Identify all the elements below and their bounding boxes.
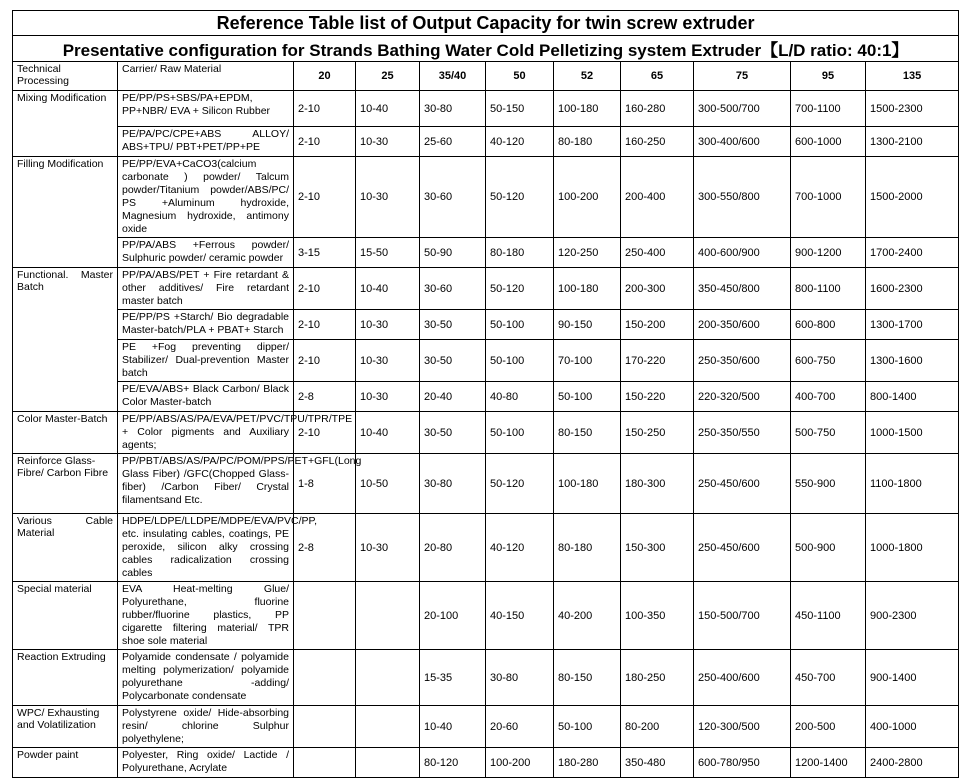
table-row [13,340,959,382]
capacity-value-cell: 10-40 [356,412,420,454]
capacity-value-cell: 50-100 [486,340,554,382]
capacity-value-cell: 400-600/900 [694,238,791,268]
raw-material-cell: PE/PA/PC/CPE+ABS ALLOY/ ABS+TPU/ PBT+PET/PP+PE [118,127,294,157]
capacity-value-cell: 10-30 [356,382,420,412]
capacity-value-cell: 50-120 [486,157,554,238]
capacity-value-cell: 15-50 [356,238,420,268]
capacity-value-cell: 2-10 [294,157,356,238]
capacity-value-cell: 200-400 [621,157,694,238]
capacity-value-cell: 250-350/550 [694,412,791,454]
header-size: 20 [294,62,356,91]
capacity-value-cell: 40-150 [486,582,554,650]
capacity-value-cell: 2-10 [294,127,356,157]
raw-material-cell: PP/PA/ABS/PET + Fire retardant & other additives/ Fire retardant master batch [118,268,294,310]
capacity-value-cell: 10-30 [356,514,420,582]
capacity-value-cell: 2-10 [294,91,356,127]
capacity-value-cell: 450-1100 [791,582,866,650]
table-row [13,706,959,748]
capacity-value-cell [294,706,356,748]
capacity-value-cell [294,748,356,778]
capacity-value-cell: 100-200 [554,157,621,238]
raw-material-cell: PP/PBT/ABS/AS/PA/PC/POM/PPS/PET+GFL(Long Glass Fiber) /GFC(Chopped Glass-fiber) /Carbon Fiber/ Crystal filamentsand Etc. [118,454,294,514]
capacity-value-cell: 10-30 [356,157,420,238]
technical-processing-cell: Functional. Master Batch [13,268,118,412]
capacity-value-cell: 200-350/600 [694,310,791,340]
capacity-value-cell: 30-50 [420,412,486,454]
capacity-value-cell [356,650,420,706]
capacity-value-cell: 150-300 [621,514,694,582]
capacity-value-cell: 10-40 [356,268,420,310]
header-size: 65 [621,62,694,91]
capacity-value-cell: 50-120 [486,268,554,310]
capacity-value-cell: 80-120 [420,748,486,778]
capacity-value-cell: 250-400/600 [694,650,791,706]
capacity-table [12,10,959,778]
capacity-value-cell: 1300-1700 [866,310,959,340]
capacity-value-cell: 2400-2800 [866,748,959,778]
column-header-row [13,62,959,91]
capacity-value-cell: 400-700 [791,382,866,412]
raw-material-cell: Polystyrene oxide/ Hide-absorbing resin/ chlorine Sulphur polyethylene; [118,706,294,748]
capacity-value-cell: 160-280 [621,91,694,127]
capacity-value-cell: 40-200 [554,582,621,650]
raw-material-cell: EVA Heat-melting Glue/ Polyurethane, fluorine rubber/fluorine plastics, PP cigarette filtering material/ TPR shoe sole material [118,582,294,650]
capacity-value-cell: 100-180 [554,268,621,310]
capacity-value-cell: 900-1200 [791,238,866,268]
capacity-value-cell: 10-30 [356,340,420,382]
capacity-value-cell: 30-50 [420,340,486,382]
technical-processing-cell: Color Master-Batch [13,412,118,454]
capacity-value-cell: 50-100 [554,706,621,748]
output-capacity-reference [12,10,958,778]
header-size: 95 [791,62,866,91]
header-size: 35/40 [420,62,486,91]
capacity-value-cell: 200-300 [621,268,694,310]
header-size: 52 [554,62,621,91]
table-title: Reference Table list of Output Capacity for twin screw extruder [13,11,959,36]
table-row [13,238,959,268]
capacity-value-cell: 1700-2400 [866,238,959,268]
capacity-value-cell: 1000-1800 [866,514,959,582]
capacity-value-cell [356,706,420,748]
capacity-value-cell: 15-35 [420,650,486,706]
capacity-value-cell: 1000-1500 [866,412,959,454]
capacity-value-cell: 50-100 [486,310,554,340]
capacity-value-cell: 1500-2000 [866,157,959,238]
capacity-value-cell: 20-60 [486,706,554,748]
capacity-value-cell: 600-750 [791,340,866,382]
capacity-value-cell: 50-90 [420,238,486,268]
header-size: 50 [486,62,554,91]
capacity-value-cell: 500-750 [791,412,866,454]
table-row [13,127,959,157]
capacity-value-cell: 3-15 [294,238,356,268]
raw-material-cell: Polyester, Ring oxide/ Lactide / Polyurethane, Acrylate [118,748,294,778]
technical-processing-cell: Filling Modification [13,157,118,268]
capacity-value-cell [356,748,420,778]
capacity-value-cell: 700-1100 [791,91,866,127]
capacity-value-cell: 120-250 [554,238,621,268]
capacity-value-cell: 900-2300 [866,582,959,650]
capacity-value-cell: 1200-1400 [791,748,866,778]
capacity-value-cell: 100-180 [554,454,621,514]
capacity-value-cell: 80-150 [554,650,621,706]
capacity-value-cell: 300-550/800 [694,157,791,238]
capacity-value-cell: 50-100 [486,412,554,454]
table-subtitle: Presentative configuration for Strands Bathing Water Cold Pelletizing system Extruder【L/D ratio: 40:1】 [13,36,959,62]
capacity-value-cell: 40-120 [486,514,554,582]
capacity-value-cell: 180-280 [554,748,621,778]
capacity-value-cell: 40-120 [486,127,554,157]
capacity-value-cell: 2-10 [294,412,356,454]
table-row [13,91,959,127]
capacity-value-cell: 80-200 [621,706,694,748]
raw-material-cell: HDPE/LDPE/LLDPE/MDPE/EVA/PVC/PP, etc. insulating cables, coatings, PE peroxide, silicon alky crossing cables radicalization crossing cables [118,514,294,582]
header-size: 135 [866,62,959,91]
capacity-value-cell: 1-8 [294,454,356,514]
table-row [13,454,959,514]
capacity-value-cell: 10-40 [420,706,486,748]
table-row [13,382,959,412]
capacity-value-cell: 500-900 [791,514,866,582]
capacity-value-cell: 550-900 [791,454,866,514]
header-technical-processing: Technical Processing [13,62,118,91]
capacity-value-cell [356,582,420,650]
capacity-value-cell: 350-450/800 [694,268,791,310]
capacity-value-cell: 30-80 [420,91,486,127]
capacity-value-cell: 80-180 [486,238,554,268]
capacity-value-cell: 1300-1600 [866,340,959,382]
capacity-value-cell: 220-320/500 [694,382,791,412]
capacity-value-cell: 80-180 [554,127,621,157]
capacity-value-cell: 800-1100 [791,268,866,310]
table-row [13,582,959,650]
technical-processing-cell: Powder paint [13,748,118,778]
capacity-value-cell: 180-300 [621,454,694,514]
capacity-value-cell: 80-150 [554,412,621,454]
capacity-value-cell: 20-100 [420,582,486,650]
capacity-value-cell: 250-350/600 [694,340,791,382]
capacity-value-cell: 30-80 [486,650,554,706]
capacity-value-cell: 250-450/600 [694,454,791,514]
table-body [13,91,959,778]
capacity-value-cell: 250-400 [621,238,694,268]
raw-material-cell: PE/PP/ABS/AS/PA/EVA/PET/PVC/TPU/TPR/TPE + Color pigments and Auxiliary agents; [118,412,294,454]
table-row [13,514,959,582]
header-raw-material: Carrier/ Raw Material [118,62,294,91]
capacity-value-cell: 350-480 [621,748,694,778]
technical-processing-cell: Reinforce Glass-Fibre/ Carbon Fibre [13,454,118,514]
capacity-value-cell: 30-80 [420,454,486,514]
capacity-value-cell: 200-500 [791,706,866,748]
table-row [13,748,959,778]
header-size: 75 [694,62,791,91]
capacity-value-cell: 100-180 [554,91,621,127]
raw-material-cell: PE/PP/PS+SBS/PA+EPDM, PP+NBR/ EVA + Silicon Rubber [118,91,294,127]
capacity-value-cell: 20-80 [420,514,486,582]
header-size: 25 [356,62,420,91]
capacity-value-cell: 40-80 [486,382,554,412]
table-row [13,157,959,238]
technical-processing-cell: Mixing Modification [13,91,118,157]
capacity-value-cell: 120-300/500 [694,706,791,748]
capacity-value-cell [294,582,356,650]
capacity-value-cell: 170-220 [621,340,694,382]
capacity-value-cell: 2-10 [294,310,356,340]
capacity-value-cell: 90-150 [554,310,621,340]
capacity-value-cell: 160-250 [621,127,694,157]
capacity-value-cell: 100-200 [486,748,554,778]
capacity-value-cell [294,650,356,706]
technical-processing-cell: Various Cable Material [13,514,118,582]
capacity-value-cell: 10-40 [356,91,420,127]
capacity-value-cell: 150-220 [621,382,694,412]
capacity-value-cell: 700-1000 [791,157,866,238]
capacity-value-cell: 30-50 [420,310,486,340]
capacity-value-cell: 70-100 [554,340,621,382]
capacity-value-cell: 30-60 [420,268,486,310]
raw-material-cell: PE/PP/PS +Starch/ Bio degradable Master-batch/PLA + PBAT+ Starch [118,310,294,340]
capacity-value-cell: 900-1400 [866,650,959,706]
capacity-value-cell: 2-10 [294,268,356,310]
raw-material-cell: Polyamide condensate / polyamide melting polymerization/ polyamide polyurethane -adding/ Polycarbonate condensate [118,650,294,706]
capacity-value-cell: 600-1000 [791,127,866,157]
capacity-value-cell: 2-8 [294,514,356,582]
capacity-value-cell: 100-350 [621,582,694,650]
capacity-value-cell: 800-1400 [866,382,959,412]
capacity-value-cell: 80-180 [554,514,621,582]
capacity-value-cell: 10-30 [356,127,420,157]
raw-material-cell: PE +Fog preventing dipper/ Stabilizer/ Dual-prevention Master batch [118,340,294,382]
capacity-value-cell: 450-700 [791,650,866,706]
capacity-value-cell: 10-30 [356,310,420,340]
capacity-value-cell: 2-8 [294,382,356,412]
technical-processing-cell: WPC/ Exhausting and Volatilization [13,706,118,748]
capacity-value-cell: 400-1000 [866,706,959,748]
raw-material-cell: PP/PA/ABS +Ferrous powder/ Sulphuric powder/ ceramic powder [118,238,294,268]
raw-material-cell: PE/PP/EVA+CaCO3(calcium carbonate ) powder/ Talcum powder/Titanium powder/ABS/PC/ PS +Aluminum hydroxide, Magnesium hydroxide, antimony oxide [118,157,294,238]
capacity-value-cell: 180-250 [621,650,694,706]
capacity-value-cell: 150-500/700 [694,582,791,650]
capacity-value-cell: 25-60 [420,127,486,157]
capacity-value-cell: 600-800 [791,310,866,340]
capacity-value-cell: 1600-2300 [866,268,959,310]
capacity-value-cell: 1300-2100 [866,127,959,157]
table-row [13,268,959,310]
capacity-value-cell: 1500-2300 [866,91,959,127]
table-row [13,412,959,454]
raw-material-cell: PE/EVA/ABS+ Black Carbon/ Black Color Master-batch [118,382,294,412]
technical-processing-cell: Reaction Extruding [13,650,118,706]
capacity-value-cell: 10-50 [356,454,420,514]
capacity-value-cell: 50-150 [486,91,554,127]
capacity-value-cell: 150-200 [621,310,694,340]
capacity-value-cell: 300-400/600 [694,127,791,157]
capacity-value-cell: 50-120 [486,454,554,514]
technical-processing-cell: Special material [13,582,118,650]
capacity-value-cell: 250-450/600 [694,514,791,582]
capacity-value-cell: 300-500/700 [694,91,791,127]
capacity-value-cell: 50-100 [554,382,621,412]
table-row [13,650,959,706]
capacity-value-cell: 150-250 [621,412,694,454]
table-row [13,310,959,340]
capacity-value-cell: 30-60 [420,157,486,238]
capacity-value-cell: 1100-1800 [866,454,959,514]
capacity-value-cell: 20-40 [420,382,486,412]
capacity-value-cell: 600-780/950 [694,748,791,778]
capacity-value-cell: 2-10 [294,340,356,382]
